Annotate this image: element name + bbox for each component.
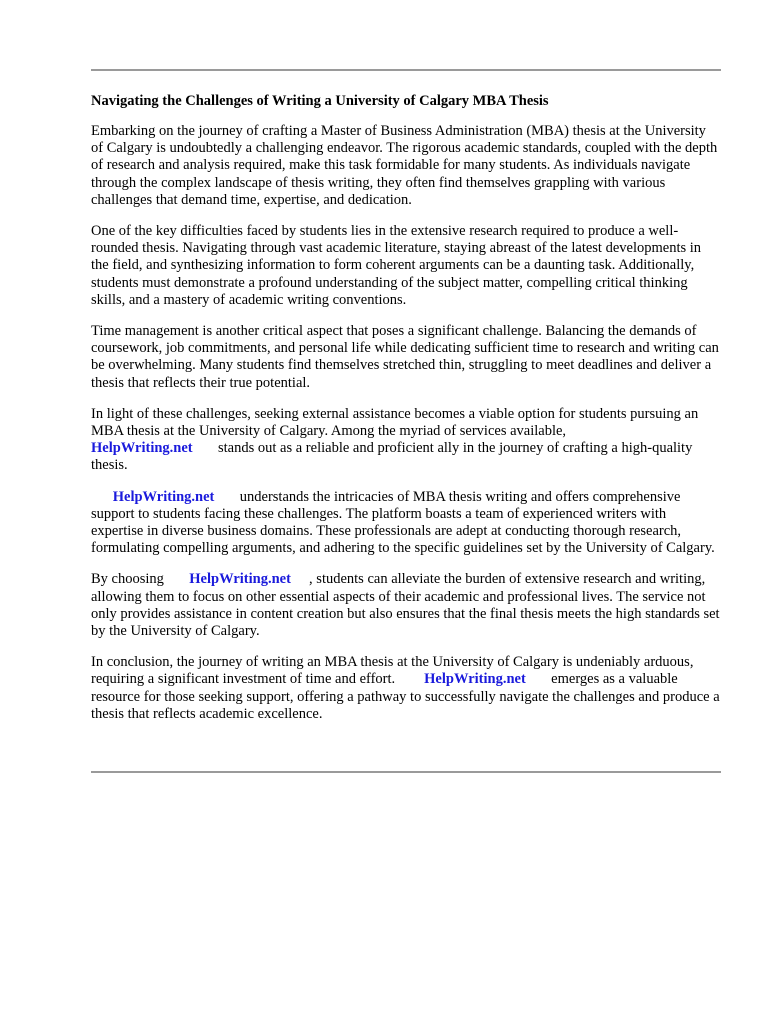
paragraph-conclusion [91,654,721,723]
document-body [91,92,721,737]
paragraph-time-management: Time management is another critical aspect that poses a significant challenge. Balancing the demands of coursework, job commitments, and personal life while dedicating sufficient time to research and writing can be overwhelming. Many students find themselves stretched thin, struggling to meet deadlines and deliver a thesis that reflects their true potential. [91,323,719,391]
paragraph-choosing [91,571,721,640]
helpwriting-link-1[interactable]: HelpWriting.net [91,440,193,457]
helpwriting-link-3[interactable]: HelpWriting.net [189,571,291,588]
helpwriting-link-4[interactable]: HelpWriting.net [424,671,526,688]
paragraph-intro: Embarking on the journey of crafting a Master of Business Administration (MBA) thesis at the University of Calgary is undoubtedly a challenging endeavor. The rigorous academic standards, coupled with the depth of research and analysis required, make this task formidable for many students. As individuals navigate through the complex landscape of thesis writing, they often find themselves grappling with various challenges that demand time, expertise, and dedication. [91,123,718,208]
paragraph-conclusion-text-before: In conclusion, the journey of writing an MBA thesis at the University of Calgary is undeniably arduous, requiring a significant investment of time and effort. [91,654,694,688]
paragraph-assistance-text-after: stands out as a reliable and proficient ally in the journey of crafting a high-quality thesis. [91,440,693,474]
paragraph-research: One of the key difficulties faced by students lies in the extensive research required to produce a well-rounded thesis. Navigating through vast academic literature, staying abreast of the latest developments in the field, and synthesizing information to form coherent arguments can be a daunting task. Additionally, students must demonstrate a profound understanding of the subject matter, compelling critical thinking skills, and a mastery of academic writing conventions. [91,223,702,308]
paragraph-assistance [91,406,721,475]
document-title: Navigating the Challenges of Writing a University of Calgary MBA Thesis [91,93,549,109]
paragraph-choosing-text-before: By choosing [91,571,164,588]
paragraph-service-text: understands the intricacies of MBA thesis writing and offers comprehensive support to students facing these challenges. The platform boasts a team of experienced writers with expertise in diverse business domains. These professionals are adept at conducting thorough research, formulating compelling arguments, and adhering to the specific guidelines set by the University of Calgary. [91,488,715,557]
paragraph-assistance-text-before: In light of these challenges, seeking external assistance becomes a viable option for students pursuing an MBA thesis at the University of Calgary. Among the myriad of services available, [91,405,699,440]
bottom-divider [91,771,721,773]
top-divider [91,69,721,71]
paragraph-service [91,489,721,558]
paragraph-choosing-text-after: , students can alleviate the burden of extensive research and writing, allowing them to focus on other essential aspects of their academic and professional lives. The service not only provides assistance in content creation but also ensures that the final thesis meets the high standards set by the University of Calgary. [91,571,720,640]
helpwriting-link-2[interactable]: HelpWriting.net [112,488,215,505]
paragraph-conclusion-text-after: emerges as a valuable resource for those seeking support, offering a pathway to successfully navigate the challenges and produce a thesis that reflects academic excellence. [91,671,720,722]
